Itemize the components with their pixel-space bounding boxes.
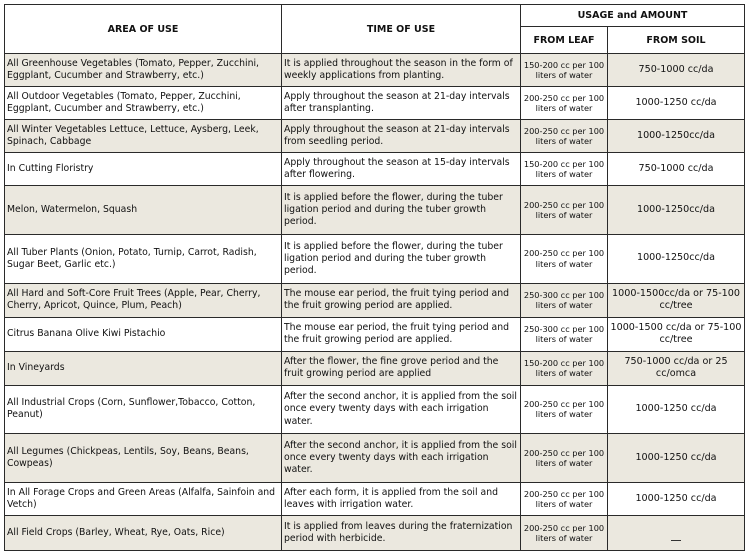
soil-amount-cell: 1000-1250cc/da — [608, 185, 745, 234]
area-cell: Melon, Watermelon, Squash — [5, 185, 282, 234]
table-row — [5, 234, 745, 283]
soil-amount-cell: 1000-1250cc/da — [608, 234, 745, 283]
soil-amount-cell: 1000-1250cc/da — [608, 119, 745, 152]
leaf-amount-cell: 200-250 cc per 100 liters of water — [521, 516, 608, 551]
area-cell: All Hard and Soft-Core Fruit Trees (Apple, Pear, Cherry, Cherry, Apricot, Quince, Plum, Peach) — [5, 283, 282, 317]
leaf-amount-cell: 150-200 cc per 100 liters of water — [521, 152, 608, 185]
table-row — [5, 483, 745, 516]
area-cell: In All Forage Crops and Green Areas (Alfalfa, Sainfoin and Vetch) — [5, 483, 282, 516]
time-cell: The mouse ear period, the fruit tying period and the fruit growing period are applied. — [282, 283, 521, 317]
leaf-amount-cell: 150-200 cc per 100 liters of water — [521, 351, 608, 385]
area-cell: In Cutting Floristry — [5, 152, 282, 185]
soil-amount-cell: 1000-1500 cc/da or 75-100 cc/tree — [608, 317, 745, 351]
area-cell: All Winter Vegetables Lettuce, Lettuce, Aysberg, Leek, Spinach, Cabbage — [5, 119, 282, 152]
usage-table — [4, 4, 745, 551]
time-cell: It is applied before the flower, during the tuber ligation period and during the tuber growth period. — [282, 234, 521, 283]
leaf-amount-cell: 200-250 cc per 100 liters of water — [521, 434, 608, 483]
time-cell: After the second anchor, it is applied from the soil once every twenty days with each irrigation water. — [282, 385, 521, 434]
table-row — [5, 152, 745, 185]
table-row — [5, 54, 745, 87]
soil-amount-cell: 1000-1500cc/da or 75-100 cc/tree — [608, 283, 745, 317]
table-row — [5, 351, 745, 385]
table-row — [5, 385, 745, 434]
leaf-amount-cell: 200-250 cc per 100 liters of water — [521, 385, 608, 434]
area-cell: All Greenhouse Vegetables (Tomato, Pepper, Zucchini, Eggplant, Cucumber and Strawberry, etc.) — [5, 54, 282, 87]
time-cell: Apply throughout the season at 15-day intervals after flowering. — [282, 152, 521, 185]
time-cell: After each form, it is applied from the soil and leaves with irrigation water. — [282, 483, 521, 516]
time-cell: Apply throughout the season at 21-day intervals from seedling period. — [282, 119, 521, 152]
table-row — [5, 283, 745, 317]
soil-amount-cell: 750-1000 cc/da — [608, 152, 745, 185]
leaf-amount-cell: 200-250 cc per 100 liters of water — [521, 86, 608, 119]
area-cell: All Field Crops (Barley, Wheat, Rye, Oats, Rice) — [5, 516, 282, 551]
leaf-amount-cell: 200-250 cc per 100 liters of water — [521, 234, 608, 283]
area-cell: Citrus Banana Olive Kiwi Pistachio — [5, 317, 282, 351]
time-cell: The mouse ear period, the fruit tying period and the fruit growing period are applied. — [282, 317, 521, 351]
leaf-amount-cell: 250-300 cc per 100 liters of water — [521, 317, 608, 351]
time-cell: After the second anchor, it is applied from the soil once every twenty days with each irrigation water. — [282, 434, 521, 483]
leaf-amount-cell: 200-250 cc per 100 liters of water — [521, 119, 608, 152]
table-row — [5, 434, 745, 483]
soil-amount-cell: 1000-1250 cc/da — [608, 483, 745, 516]
leaf-amount-cell: 200-250 cc per 100 liters of water — [521, 483, 608, 516]
leaf-amount-cell: 250-300 cc per 100 liters of water — [521, 283, 608, 317]
header-usage-and-amount: USAGE and AMOUNT — [521, 5, 745, 27]
table-row — [5, 317, 745, 351]
soil-amount-cell: 750-1000 cc/da or 25 cc/omca — [608, 351, 745, 385]
area-cell: In Vineyards — [5, 351, 282, 385]
soil-amount-cell: 1000-1250 cc/da — [608, 434, 745, 483]
soil-amount-cell — [608, 516, 745, 551]
soil-amount-cell: 750-1000 cc/da — [608, 54, 745, 87]
leaf-amount-cell: 200-250 cc per 100 liters of water — [521, 185, 608, 234]
soil-amount-cell: 1000-1250 cc/da — [608, 86, 745, 119]
time-cell: It is applied throughout the season in the form of weekly applications from planting. — [282, 54, 521, 87]
table-row — [5, 516, 745, 551]
header-area-of-use: AREA OF USE — [5, 5, 282, 54]
leaf-amount-cell: 150-200 cc per 100 liters of water — [521, 54, 608, 87]
area-cell: All Legumes (Chickpeas, Lentils, Soy, Beans, Beans, Cowpeas) — [5, 434, 282, 483]
area-cell: All Tuber Plants (Onion, Potato, Turnip, Carrot, Radish, Sugar Beet, Garlic etc.) — [5, 234, 282, 283]
soil-amount-cell: 1000-1250 cc/da — [608, 385, 745, 434]
time-cell: It is applied from leaves during the fraternization period with herbicide. — [282, 516, 521, 551]
area-cell: All Outdoor Vegetables (Tomato, Pepper, Zucchini, Eggplant, Cucumber and Strawberry, etc.) — [5, 86, 282, 119]
empty-dash — [671, 540, 681, 541]
header-time-of-use: TIME OF USE — [282, 5, 521, 54]
header-from-leaf: FROM LEAF — [521, 27, 608, 54]
table-row — [5, 86, 745, 119]
time-cell: Apply throughout the season at 21-day intervals after transplanting. — [282, 86, 521, 119]
table-row — [5, 185, 745, 234]
time-cell: After the flower, the fine grove period and the fruit growing period are applied — [282, 351, 521, 385]
area-cell: All Industrial Crops (Corn, Sunflower,Tobacco, Cotton, Peanut) — [5, 385, 282, 434]
table-row — [5, 119, 745, 152]
header-from-soil: FROM SOIL — [608, 27, 745, 54]
time-cell: It is applied before the flower, during the tuber ligation period and during the tuber growth period. — [282, 185, 521, 234]
